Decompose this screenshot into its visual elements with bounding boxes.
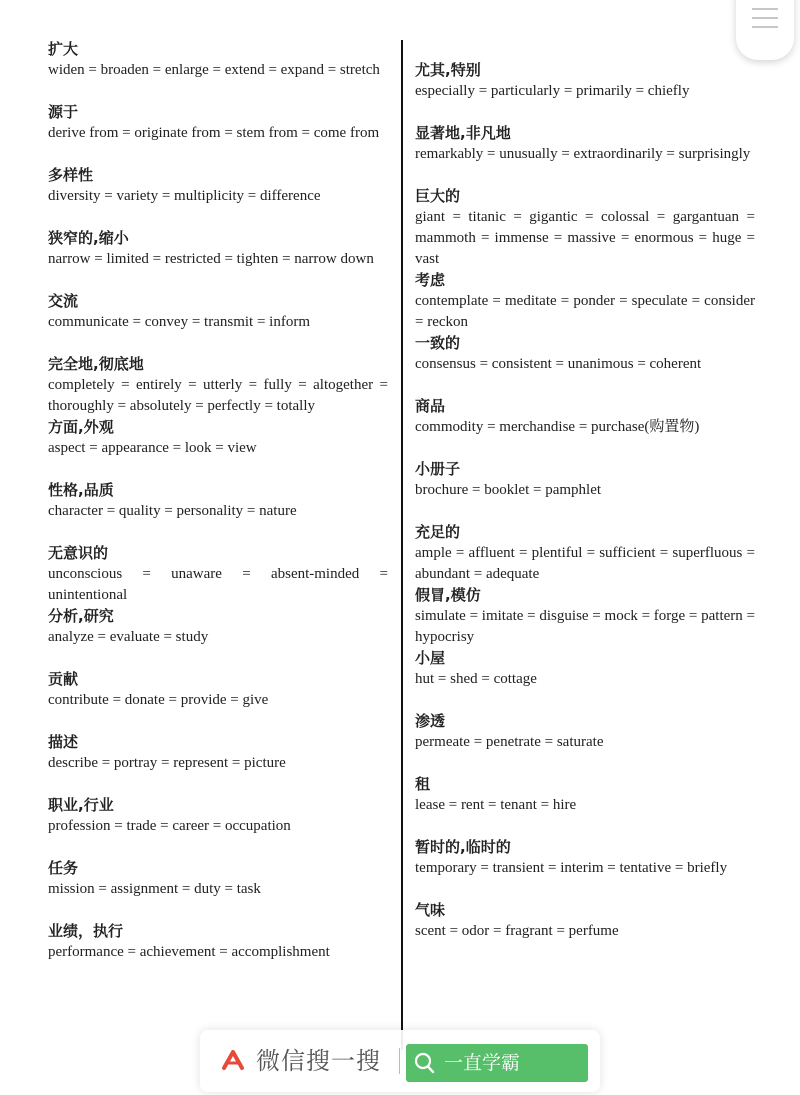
entry-heading: 渗透 bbox=[415, 712, 446, 730]
entry-heading: 考虑 bbox=[415, 271, 446, 289]
entry-heading: 描述 bbox=[48, 733, 79, 751]
vocab-entry bbox=[48, 605, 388, 668]
vocab-entry bbox=[48, 353, 388, 416]
entry-heading: 交流 bbox=[48, 292, 79, 310]
vocab-entry bbox=[48, 227, 388, 290]
vocab-entry bbox=[48, 668, 388, 731]
entry-heading: 商品 bbox=[415, 397, 446, 415]
wechat-search-bar[interactable] bbox=[200, 1030, 600, 1092]
wechat-search-label: 微信搜一搜 bbox=[256, 1047, 381, 1075]
search-keyword-button[interactable] bbox=[406, 1044, 588, 1082]
entry-heading: 职业,行业 bbox=[48, 796, 114, 814]
bar-separator bbox=[399, 1048, 400, 1074]
entry-heading: 假冒,模仿 bbox=[415, 586, 481, 604]
hamburger-icon-line bbox=[752, 26, 778, 28]
search-keyword-label: 一直学霸 bbox=[444, 1052, 521, 1074]
entry-heading: 充足的 bbox=[415, 523, 461, 541]
entry-synonyms: remarkably = unusually = extraordinarily = surprisingly bbox=[415, 146, 751, 162]
menu-button[interactable] bbox=[736, 0, 794, 60]
vocab-entry bbox=[415, 899, 755, 962]
entry-heading: 业绩，执行 bbox=[48, 922, 124, 940]
entry-heading: 完全地,彻底地 bbox=[48, 355, 144, 373]
vocab-entry bbox=[415, 332, 755, 395]
entry-synonyms: character = quality = personality = nature bbox=[48, 503, 297, 519]
entry-synonyms: scent = odor = fragrant = perfume bbox=[415, 923, 619, 939]
entry-heading: 小册子 bbox=[415, 460, 461, 478]
entry-heading: 方面,外观 bbox=[48, 418, 114, 436]
wechat-search-logo-icon bbox=[218, 1046, 248, 1076]
entry-heading: 小屋 bbox=[415, 649, 446, 667]
entry-synonyms: unconscious = unaware = absent-minded = unintentional bbox=[48, 566, 388, 603]
entry-synonyms: contemplate = meditate = ponder = speculate = consider = reckon bbox=[415, 293, 755, 330]
entry-synonyms: communicate = convey = transmit = inform bbox=[48, 314, 310, 330]
vocab-entry bbox=[48, 920, 388, 983]
vocab-entry bbox=[415, 458, 755, 521]
entry-heading: 巨大的 bbox=[415, 187, 461, 205]
vocab-entry bbox=[48, 731, 388, 794]
search-icon bbox=[414, 1051, 436, 1075]
entry-heading: 暂时的,临时的 bbox=[415, 838, 511, 856]
vocab-entry bbox=[48, 416, 388, 479]
entry-synonyms: giant = titanic = gigantic = colossal = gargantuan = mammoth = immense = massive = enormous = huge = vast bbox=[415, 209, 755, 267]
entry-heading: 一致的 bbox=[415, 334, 461, 352]
vocab-entry bbox=[415, 773, 755, 836]
entry-heading: 贡献 bbox=[48, 670, 79, 688]
hamburger-icon bbox=[752, 8, 778, 10]
entry-synonyms: commodity = merchandise = purchase(购置物) bbox=[415, 419, 700, 435]
vocab-entry bbox=[415, 710, 755, 773]
vocab-entry bbox=[415, 584, 755, 647]
entry-synonyms: mission = assignment = duty = task bbox=[48, 881, 261, 897]
entry-heading: 气味 bbox=[415, 901, 446, 919]
entry-synonyms: derive from = originate from = stem from = come from bbox=[48, 125, 380, 141]
vocab-entry bbox=[48, 857, 388, 920]
vocab-entry bbox=[415, 269, 755, 332]
entry-heading: 显著地,非凡地 bbox=[415, 124, 511, 142]
entry-synonyms: consensus = consistent = unanimous = coherent bbox=[415, 356, 702, 372]
entry-synonyms: completely = entirely = utterly = fully = altogether = thoroughly = absolutely = perfectly = totally bbox=[48, 377, 388, 414]
vocab-entry bbox=[415, 521, 755, 584]
entry-heading: 性格,品质 bbox=[48, 481, 114, 499]
hamburger-icon-line bbox=[752, 17, 778, 19]
entry-heading: 分析,研究 bbox=[48, 607, 114, 625]
entry-heading: 源于 bbox=[48, 103, 79, 121]
vocab-entry bbox=[48, 164, 388, 227]
entry-synonyms: especially = particularly = primarily = chiefly bbox=[415, 83, 690, 99]
entry-synonyms: temporary = transient = interim = tentative = briefly bbox=[415, 860, 728, 876]
entry-heading: 扩大 bbox=[48, 40, 79, 58]
entry-synonyms: ample = affluent = plentiful = sufficient = superfluous = abundant = adequate bbox=[415, 545, 755, 582]
vocab-entry bbox=[415, 59, 755, 122]
entry-heading: 多样性 bbox=[48, 166, 94, 184]
entry-heading: 尤其,特别 bbox=[415, 61, 481, 79]
entry-synonyms: simulate = imitate = disguise = mock = forge = pattern = hypocrisy bbox=[415, 608, 755, 645]
entry-synonyms: brochure = booklet = pamphlet bbox=[415, 482, 602, 498]
entry-synonyms: analyze = evaluate = study bbox=[48, 629, 209, 645]
entry-heading: 无意识的 bbox=[48, 544, 109, 562]
entry-heading: 租 bbox=[415, 775, 431, 793]
entry-synonyms: narrow = limited = restricted = tighten = narrow down bbox=[48, 251, 374, 267]
vocab-entry bbox=[48, 794, 388, 857]
vocab-entry bbox=[48, 290, 388, 353]
vocab-entry bbox=[48, 542, 388, 605]
entry-heading: 任务 bbox=[48, 859, 79, 877]
entry-synonyms: widen = broaden = enlarge = extend = expand = stretch bbox=[48, 62, 380, 78]
vocab-entry bbox=[48, 479, 388, 542]
entry-synonyms: lease = rent = tenant = hire bbox=[415, 797, 577, 813]
entry-synonyms: contribute = donate = provide = give bbox=[48, 692, 269, 708]
vocab-entry bbox=[415, 122, 755, 185]
vocab-entry bbox=[415, 185, 755, 269]
left-column bbox=[48, 38, 388, 983]
entry-synonyms: aspect = appearance = look = view bbox=[48, 440, 257, 456]
entry-heading: 狭窄的,缩小 bbox=[48, 229, 129, 247]
vocab-entry bbox=[415, 647, 755, 710]
entry-synonyms: hut = shed = cottage bbox=[415, 671, 537, 687]
vocab-entry bbox=[48, 38, 388, 101]
entry-synonyms: performance = achievement = accomplishment bbox=[48, 944, 330, 960]
vocab-entry bbox=[415, 836, 755, 899]
entry-synonyms: profession = trade = career = occupation bbox=[48, 818, 291, 834]
vocab-entry bbox=[415, 395, 755, 458]
entry-synonyms: diversity = variety = multiplicity = difference bbox=[48, 188, 321, 204]
column-divider bbox=[401, 40, 403, 1050]
entry-synonyms: permeate = penetrate = saturate bbox=[415, 734, 604, 750]
entry-synonyms: describe = portray = represent = picture bbox=[48, 755, 286, 771]
right-column bbox=[415, 59, 755, 962]
vocab-entry bbox=[48, 101, 388, 164]
